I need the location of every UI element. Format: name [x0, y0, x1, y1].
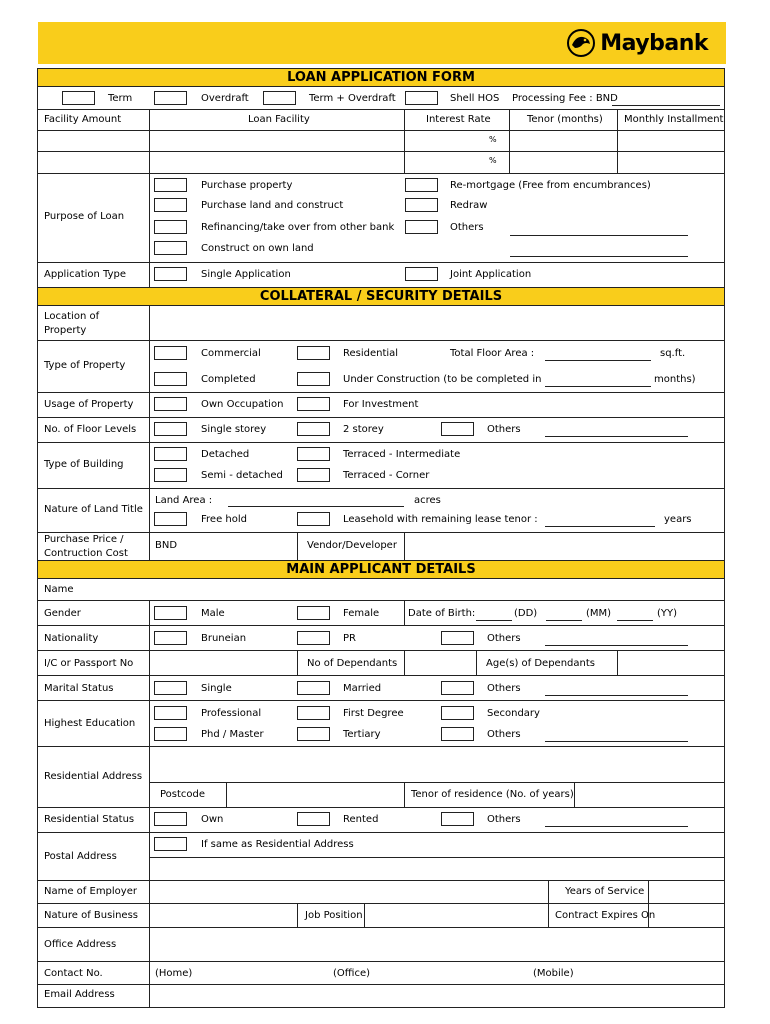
marital-others-label: Others — [487, 683, 521, 694]
own-label: Own — [201, 814, 224, 825]
detached-checkbox[interactable] — [154, 447, 187, 461]
female-checkbox[interactable] — [297, 606, 330, 620]
same-as-residential-label: If same as Residential Address — [201, 839, 354, 850]
land-area-field[interactable] — [228, 506, 404, 507]
female-label: Female — [343, 608, 380, 619]
processing-fee-field[interactable] — [612, 105, 720, 106]
residential-others-field[interactable] — [545, 826, 688, 827]
professional-checkbox[interactable] — [154, 706, 187, 720]
two-storey-checkbox[interactable] — [297, 422, 330, 436]
under-construction-checkbox[interactable] — [297, 372, 330, 386]
years-service-label: Years of Service — [565, 886, 645, 897]
purchase-land-label: Purchase land and construct — [201, 200, 344, 211]
home-label: (Home) — [155, 968, 193, 979]
bruneian-label: Bruneian — [201, 633, 247, 644]
joint-application-label: Joint Application — [450, 269, 532, 280]
redraw-checkbox[interactable] — [405, 198, 438, 212]
construct-own-checkbox[interactable] — [154, 241, 187, 255]
employer-label: Name of Employer — [44, 886, 137, 897]
purpose-others-checkbox[interactable] — [405, 220, 438, 234]
purpose-others-label: Others — [450, 222, 484, 233]
purpose-others-field-2[interactable] — [510, 256, 688, 257]
nationality-others-field[interactable] — [545, 645, 688, 646]
office-label: (Office) — [333, 968, 370, 979]
joint-application-checkbox[interactable] — [405, 267, 438, 281]
brand-name: Maybank — [600, 30, 708, 56]
acres-label: acres — [414, 495, 441, 506]
term-label: Term — [108, 93, 133, 104]
refinancing-label: Refinancing/take over from other bank — [201, 222, 395, 233]
months-label: months) — [654, 374, 696, 385]
postcode-label: Postcode — [160, 789, 206, 800]
loan-facility-header: Loan Facility — [248, 114, 310, 125]
married-label: Married — [343, 683, 382, 694]
dob-day-field[interactable] — [476, 620, 512, 621]
bnd-label: BND — [155, 540, 178, 551]
purchase-land-checkbox[interactable] — [154, 198, 187, 212]
nature-land-label: Nature of Land Title — [44, 504, 143, 515]
pr-checkbox[interactable] — [297, 631, 330, 645]
nationality-label: Nationality — [44, 633, 99, 644]
email-label: Email Address — [44, 989, 115, 1000]
contact-label: Contact No. — [44, 968, 103, 979]
tiger-icon — [566, 28, 596, 58]
tertiary-checkbox[interactable] — [297, 727, 330, 741]
land-area-label: Land Area : — [155, 495, 213, 506]
commercial-checkbox[interactable] — [154, 346, 187, 360]
vendor-label: Vendor/Developer — [307, 540, 397, 551]
ic-label: I/C or Passport No — [44, 658, 134, 669]
own-occupation-label: Own Occupation — [201, 399, 284, 410]
purpose-label: Purpose of Loan — [44, 211, 125, 222]
own-occupation-checkbox[interactable] — [154, 397, 187, 411]
free-hold-label: Free hold — [201, 514, 247, 525]
term-overdraft-label: Term + Overdraft — [309, 93, 396, 104]
section-applicant: MAIN APPLICANT DETAILS — [38, 561, 724, 578]
yy-label: (YY) — [657, 608, 678, 619]
facility-amount-header: Facility Amount — [44, 114, 122, 125]
residential-label: Residential — [343, 348, 399, 359]
completed-label: Completed — [201, 374, 256, 385]
floor-area-field[interactable] — [545, 360, 651, 361]
section-loan-application: LOAN APPLICATION FORM — [38, 69, 724, 86]
phd-label: Phd / Master — [201, 729, 264, 740]
years-label: years — [664, 514, 692, 525]
floor-levels-label: No. of Floor Levels — [44, 424, 137, 435]
terraced-corner-label: Terraced - Corner — [343, 470, 430, 481]
investment-label: For Investment — [343, 399, 419, 410]
remortgage-label: Re-mortgage (Free from encumbrances) — [450, 180, 651, 191]
shell-hos-label: Shell HOS — [450, 93, 500, 104]
education-others-label: Others — [487, 729, 521, 740]
under-construction-label: Under Construction (to be completed in — [343, 374, 542, 385]
floor-others-field[interactable] — [545, 436, 688, 437]
ages-label: Age(s) of Dependants — [486, 658, 595, 669]
semi-detached-checkbox[interactable] — [154, 468, 187, 482]
tenor-residence-label: Tenor of residence (No. of years) — [411, 789, 574, 800]
maybank-logo — [566, 28, 708, 58]
phd-checkbox[interactable] — [154, 727, 187, 741]
border-bottom — [37, 1007, 725, 1008]
total-floor-area-label: Total Floor Area : — [450, 348, 535, 359]
location-label: Location of Property — [44, 311, 100, 336]
male-checkbox[interactable] — [154, 606, 187, 620]
gender-label: Gender — [44, 608, 81, 619]
construct-own-label: Construct on own land — [201, 243, 314, 254]
purchase-property-checkbox[interactable] — [154, 178, 187, 192]
lease-tenor-field[interactable] — [545, 526, 655, 527]
office-address-label: Office Address — [44, 939, 117, 950]
usage-label: Usage of Property — [44, 399, 134, 410]
purchase-price-label: Purchase Price / Contruction Cost — [44, 534, 128, 559]
nature-business-label: Nature of Business — [44, 910, 139, 921]
marital-others-checkbox[interactable] — [441, 681, 474, 695]
residential-checkbox[interactable] — [297, 346, 330, 360]
terraced-intermediate-checkbox[interactable] — [297, 447, 330, 461]
tertiary-label: Tertiary — [343, 729, 381, 740]
rented-label: Rented — [343, 814, 379, 825]
single-application-checkbox[interactable] — [154, 267, 187, 281]
nationality-others-checkbox[interactable] — [441, 631, 474, 645]
percent-2: % — [489, 156, 497, 165]
leasehold-label: Leasehold with remaining lease tenor : — [343, 514, 538, 525]
job-position-label: Job Position — [305, 910, 363, 921]
processing-fee-label: Processing Fee : BND — [512, 93, 618, 104]
investment-checkbox[interactable] — [297, 397, 330, 411]
purpose-others-field-1[interactable] — [510, 235, 688, 236]
tenor-header: Tenor (months) — [527, 114, 603, 125]
leasehold-checkbox[interactable] — [297, 512, 330, 526]
mobile-label: (Mobile) — [533, 968, 574, 979]
refinancing-checkbox[interactable] — [154, 220, 187, 234]
first-degree-checkbox[interactable] — [297, 706, 330, 720]
terraced-intermediate-label: Terraced - Intermediate — [343, 449, 461, 460]
type-building-label: Type of Building — [44, 459, 124, 470]
bruneian-checkbox[interactable] — [154, 631, 187, 645]
construction-months-field[interactable] — [545, 386, 651, 387]
married-checkbox[interactable] — [297, 681, 330, 695]
completed-checkbox[interactable] — [154, 372, 187, 386]
same-as-residential-checkbox[interactable] — [154, 837, 187, 851]
dob-month-field[interactable] — [546, 620, 582, 621]
marital-label: Marital Status — [44, 683, 114, 694]
application-type-label: Application Type — [44, 269, 127, 280]
commercial-label: Commercial — [201, 348, 261, 359]
nationality-others-label: Others — [487, 633, 521, 644]
residential-address-label: Residential Address — [44, 771, 143, 782]
type-property-label: Type of Property — [44, 360, 126, 371]
dd-label: (DD) — [514, 608, 538, 619]
free-hold-checkbox[interactable] — [154, 512, 187, 526]
education-label: Highest Education — [44, 718, 136, 729]
education-others-field[interactable] — [545, 741, 688, 742]
overdraft-label: Overdraft — [201, 93, 249, 104]
single-label: Single — [201, 683, 232, 694]
postal-address-label: Postal Address — [44, 851, 117, 862]
mm-label: (MM) — [586, 608, 612, 619]
name-label: Name — [44, 584, 74, 595]
residential-others-label: Others — [487, 814, 521, 825]
single-storey-label: Single storey — [201, 424, 267, 435]
term-checkbox[interactable] — [62, 91, 95, 105]
section-collateral: COLLATERAL / SECURITY DETAILS — [38, 288, 724, 305]
purchase-property-label: Purchase property — [201, 180, 293, 191]
male-label: Male — [201, 608, 225, 619]
remortgage-checkbox[interactable] — [405, 178, 438, 192]
rented-checkbox[interactable] — [297, 812, 330, 826]
monthly-installment-header: Monthly Installment — [624, 114, 724, 125]
redraw-label: Redraw — [450, 200, 488, 211]
secondary-checkbox[interactable] — [441, 706, 474, 720]
term-overdraft-checkbox[interactable] — [263, 91, 296, 105]
professional-label: Professional — [201, 708, 262, 719]
floor-others-checkbox[interactable] — [441, 422, 474, 436]
single-storey-checkbox[interactable] — [154, 422, 187, 436]
overdraft-checkbox[interactable] — [154, 91, 187, 105]
single-application-label: Single Application — [201, 269, 291, 280]
shell-hos-checkbox[interactable] — [405, 91, 438, 105]
floor-others-label: Others — [487, 424, 521, 435]
header-bar — [38, 22, 726, 64]
residential-others-checkbox[interactable] — [441, 812, 474, 826]
terraced-corner-checkbox[interactable] — [297, 468, 330, 482]
semi-detached-label: Semi - detached — [201, 470, 283, 481]
contract-expires-label: Contract Expires On — [555, 910, 656, 921]
detached-label: Detached — [201, 449, 250, 460]
single-checkbox[interactable] — [154, 681, 187, 695]
border-top — [37, 68, 725, 69]
two-storey-label: 2 storey — [343, 424, 384, 435]
education-others-checkbox[interactable] — [441, 727, 474, 741]
marital-others-field[interactable] — [545, 695, 688, 696]
first-degree-label: First Degree — [343, 708, 404, 719]
sqft-label: sq.ft. — [660, 348, 686, 359]
secondary-label: Secondary — [487, 708, 540, 719]
border-right — [724, 68, 725, 1008]
dependants-label: No of Dependants — [307, 658, 398, 669]
dob-year-field[interactable] — [617, 620, 653, 621]
own-checkbox[interactable] — [154, 812, 187, 826]
interest-rate-header: Interest Rate — [426, 114, 491, 125]
residential-status-label: Residential Status — [44, 814, 135, 825]
pr-label: PR — [343, 633, 356, 644]
border-left — [37, 68, 38, 1008]
dob-label: Date of Birth: — [408, 608, 476, 619]
percent-1: % — [489, 135, 497, 144]
